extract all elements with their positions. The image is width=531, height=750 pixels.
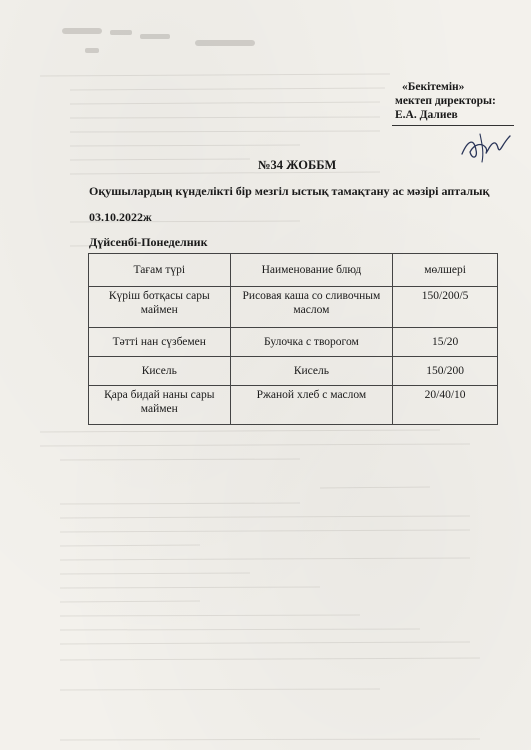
approval-block xyxy=(392,80,496,122)
cell-amount: 20/40/10 xyxy=(393,386,498,425)
menu-date: 03.10.2022ж xyxy=(89,210,152,224)
approval-line-3: Е.А. Далиев xyxy=(395,109,458,121)
menu-day: Дүйсенбі-Понеделник xyxy=(89,235,208,249)
cell-amount: 15/20 xyxy=(393,328,498,357)
approval-line-1: «Бекітемін» xyxy=(402,81,465,93)
cell-dish-ru: Кисель xyxy=(230,357,393,386)
cell-dish-kz: Кисель xyxy=(89,357,231,386)
cell-dish-kz: Қара бидай наны сары маймен xyxy=(89,386,231,425)
header-dish-kz: Тағам түрі xyxy=(89,254,231,287)
cell-dish-ru: Булочка с творогом xyxy=(230,328,393,357)
header-amount: мөлшері xyxy=(393,254,498,287)
menu-table xyxy=(88,253,498,425)
header-dish-ru: Наименование блюд xyxy=(230,254,393,287)
cell-dish-ru: Ржаной хлеб с маслом xyxy=(230,386,393,425)
menu-title: Оқушылардың күнделікті бір мезгіл ыстық тамақтану ас мәзірі апталық xyxy=(89,184,490,198)
signature-line xyxy=(392,125,514,126)
table-header-row xyxy=(89,254,498,287)
table-row xyxy=(89,386,498,425)
cell-amount: 150/200 xyxy=(393,357,498,386)
school-name: №34 ЖОББМ xyxy=(258,158,337,172)
approval-line-2: мектеп директоры: xyxy=(395,95,496,107)
cell-dish-ru: Рисовая каша со сливочным маслом xyxy=(230,287,393,328)
table-row xyxy=(89,328,498,357)
cell-dish-kz: Күріш ботқасы сары маймен xyxy=(89,287,231,328)
cell-amount: 150/200/5 xyxy=(393,287,498,328)
table-row xyxy=(89,287,498,328)
table-row xyxy=(89,357,498,386)
director-signature xyxy=(458,130,514,164)
cell-dish-kz: Тәтті нан сүзбемен xyxy=(89,328,231,357)
